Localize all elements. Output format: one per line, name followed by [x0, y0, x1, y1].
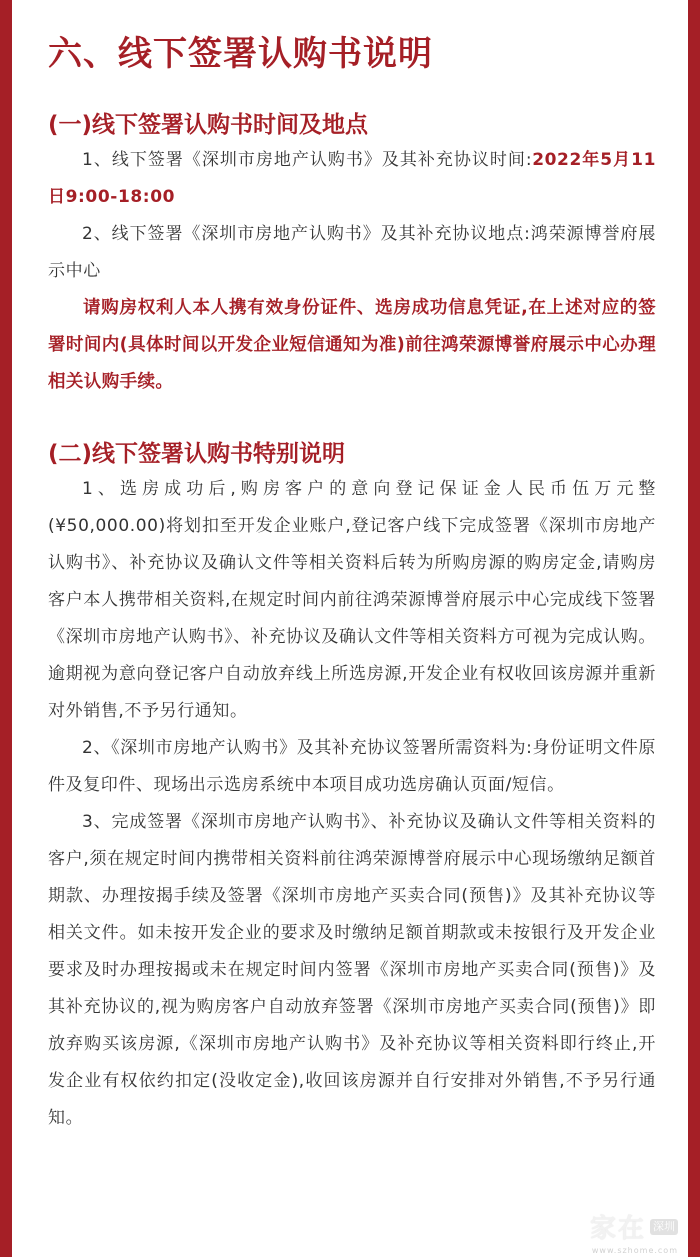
watermark-city-badge: 深圳 [650, 1219, 678, 1235]
section-spacer [48, 401, 656, 437]
site-watermark [590, 1208, 678, 1245]
section-1-item-1-datetime: 2022年5月11日9:00-18:00 [48, 150, 656, 207]
section-1-title: (一)线下签署认购书时间及地点 [48, 112, 369, 138]
watermark-url: www.szhome.com [591, 1246, 678, 1255]
section-2-title: (二)线下签署认购书特别说明 [48, 441, 346, 467]
section-2-item-1: 1、选房成功后,购房客户的意向登记保证金人民币伍万元整(¥50,000.00)将划扣至开发企业账户,登记客户线下完成签署《深圳市房地产认购书》、补充协议及确认文件等相关资料后转为所购房源的购房定金,请购房客户本人携带相关资料,在规定时间内前往鸿荣源博誉府展示中心完成线下签署 《深圳市房地产认购书》、补充协议及确认文件等相关资料方可视为完成认购。逾期视为意向登记客户自动放弃线上所选房源,开发企业有权收回该房源并重新对外销售,不予另行通知。 [48, 479, 656, 721]
right-red-border [688, 0, 700, 1257]
document-content [48, 30, 656, 1137]
watermark-logo-text: 家在 [589, 1214, 646, 1244]
section-2-item-2: 2、《深圳市房地产认购书》及其补充协议签署所需资料为:身份证明文件原件及复印件、现场出示选房系统中本项目成功选房确认页面/短信。 [48, 738, 656, 795]
section-2-item-3: 3、完成签署《深圳市房地产认购书》、补充协议及确认文件等相关资料的客户,须在规定时间内携带相关资料前往鸿荣源博誉府展示中心现场缴纳足额首期款、办理按揭手续及签署《深圳市房地产买卖合同(预售)》及其补充协议等相关文件。如未按开发企业的要求及时缴纳足额首期款或未按银行及开发企业要求及时办理按揭或未在规定时间内签署《深圳市房地产买卖合同(预售)》及其补充协议的,视为购房客户自动放弃签署《深圳市房地产买卖合同(预售)》即放弃购买该房源,《深圳市房地产认购书》及补充协议等相关资料即行终止,开发企业有权依约扣定(没收定金),收回该房源并自行安排对外销售,不予另行通知。 [48, 812, 656, 1128]
section-1-notice: 请购房权利人本人携有效身份证件、选房成功信息凭证,在上述对应的签署时间内(具体时间以开发企业短信通知为准)前往鸿荣源博誉府展示中心办理相关认购手续。 [48, 298, 656, 392]
section-1-item-1-text: 1、线下签署《深圳市房地产认购书》及其补充协议时间: [82, 150, 533, 170]
section-1-item-1 [48, 142, 656, 216]
page-title: 六、线下签署认购书说明 [48, 34, 433, 74]
section-1-item-2: 2、线下签署《深圳市房地产认购书》及其补充协议地点:鸿荣源博誉府展示中心 [48, 224, 656, 281]
left-red-border [0, 0, 12, 1257]
